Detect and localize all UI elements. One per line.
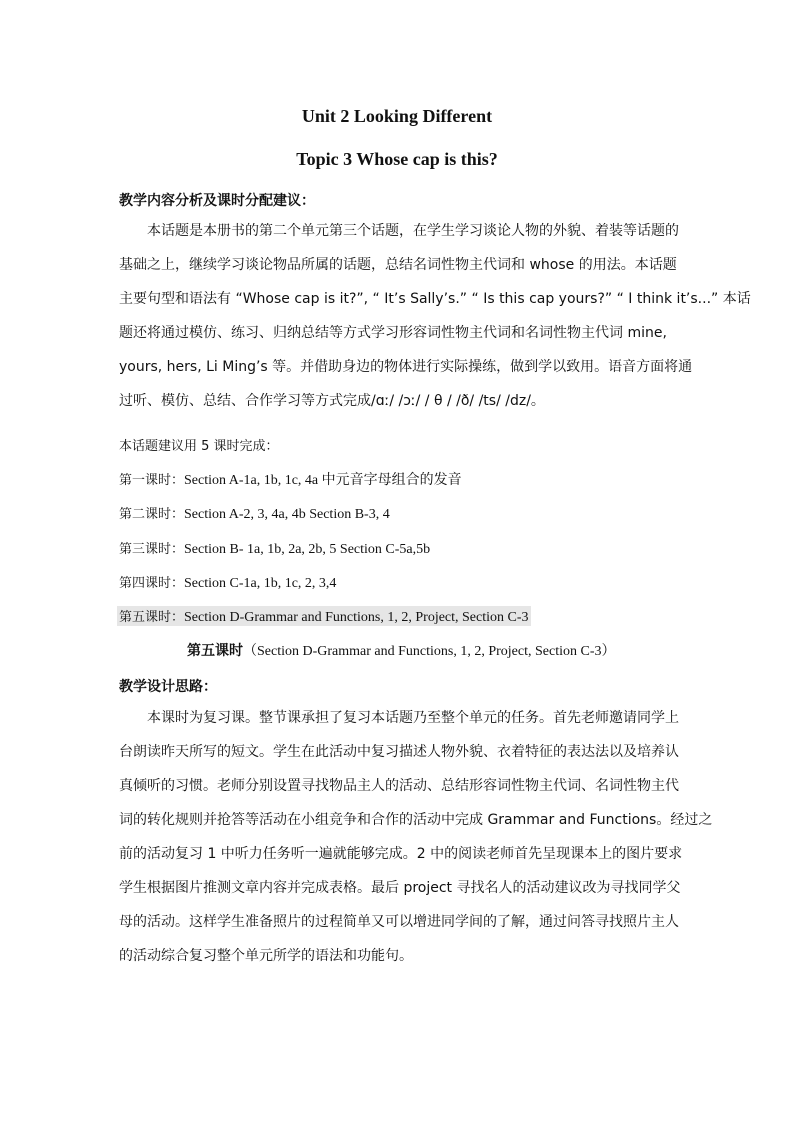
lesson-content: Section D-Grammar and Functions, 1, 2, Project, Section C-3 (184, 610, 529, 625)
lesson-label: 第四课时： (119, 576, 185, 591)
intro-line: 基础之上，继续学习谈论物品所属的话题，总结名词性物主代词和 whose 的用法。本话题 (119, 257, 677, 273)
lesson-label: 第三课时： (119, 542, 185, 557)
design-heading: 教学设计思路： (119, 679, 217, 695)
topic-title: Topic 3 Whose cap is this? (296, 149, 498, 169)
intro-paragraph (119, 220, 751, 424)
lesson-content: Section A-1a, 1b, 1c, 4a 中元音字母组合的发音 (184, 473, 462, 488)
design-line: 真倾听的习惯。老师分别设置寻找物品主人的活动、总结形容词性物主代词、名词性物主代 (119, 778, 679, 794)
lesson-label: 第二课时： (119, 507, 185, 522)
lesson-row-highlighted (117, 606, 531, 626)
lesson5-heading-label: 第五课时 (187, 643, 243, 659)
design-paragraph (119, 707, 713, 979)
lesson-row (119, 503, 390, 523)
design-line: 本课时为复习课。整节课承担了复习本话题乃至整个单元的任务。首先老师邀请同学上 (147, 710, 679, 726)
lesson-row (119, 469, 462, 489)
design-line: 词的转化规则并抢答等活动在小组竞争和合作的活动中完成 Grammar and Functions。经过之 (119, 812, 713, 828)
lesson5-heading-detail: （Section D-Grammar and Functions, 1, 2, Project, Section C-3） (243, 644, 616, 659)
lesson-content: Section A-2, 3, 4a, 4b Section B-3, 4 (184, 507, 390, 522)
lesson-plan-note: 本话题建议用 5 课时完成： (119, 439, 279, 454)
lesson-label: 第一课时： (119, 473, 185, 488)
lesson-row (119, 538, 430, 558)
design-line: 台朗读昨天所写的短文。学生在此活动中复习描述人物外貌、衣着特征的表达法以及培养认 (119, 744, 679, 760)
intro-line: 主要句型和语法有 “Whose cap is it?”, “ It’s Sally’s.” “ Is this cap yours?” “ I think it’s...” 本话 (119, 291, 751, 307)
design-line: 母的活动。这样学生准备照片的过程简单又可以增进同学间的了解，通过问答寻找照片主人 (119, 914, 679, 930)
design-line: 学生根据图片推测文章内容并完成表格。最后 project 寻找名人的活动建议改为寻找同学父 (119, 880, 681, 896)
design-line: 的活动综合复习整个单元所学的语法和功能句。 (119, 948, 413, 964)
intro-line: 题还将通过模仿、练习、归纳总结等方式学习形容词性物主代词和名词性物主代词 mine, (119, 325, 667, 341)
unit-title: Unit 2 Looking Different (301, 106, 493, 126)
design-line: 前的活动复习 1 中听力任务听一遍就能够完成。2 中的阅读老师首先呈现课本上的图片要求 (119, 846, 683, 862)
lesson-content: Section C-1a, 1b, 1c, 2, 3,4 (184, 576, 337, 591)
intro-line: 本话题是本册书的第二个单元第三个话题，在学生学习谈论人物的外貌、着装等话题的 (147, 223, 679, 239)
lesson-row (119, 572, 336, 592)
intro-line: yours, hers, Li Ming’s 等。并借助身边的物体进行实际操练，做到学以致用。语音方面将通 (119, 359, 693, 375)
lesson5-heading (187, 640, 616, 660)
intro-line: 过听、模仿、总结、合作学习等方式完成/ɑː/ /ɔː/ / θ / /ð/ /ts/ /dz/。 (119, 393, 545, 409)
lesson-label: 第五课时： (119, 610, 185, 625)
content-analysis-heading: 教学内容分析及课时分配建议： (119, 193, 315, 209)
lesson-content: Section B- 1a, 1b, 2a, 2b, 5 Section C-5a,5b (184, 542, 431, 557)
